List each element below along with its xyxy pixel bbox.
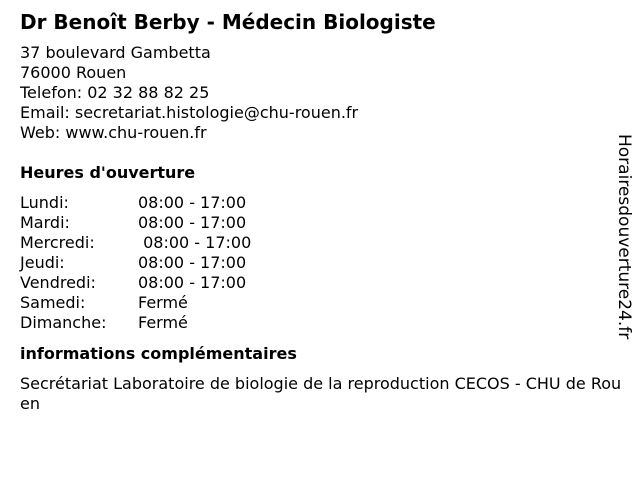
hours-row-tuesday <box>20 213 632 233</box>
day-label: Samedi: <box>20 293 86 312</box>
phone-number: Telefon: 02 32 88 82 25 <box>20 83 210 102</box>
hours-row-wednesday <box>20 233 632 253</box>
time-value: 08:00 - 17:00 <box>138 213 247 232</box>
address-block <box>20 43 632 143</box>
day-label: Dimanche: <box>20 313 107 332</box>
hours-row-saturday <box>20 293 632 313</box>
street-address: 37 boulevard Gambetta <box>20 43 211 62</box>
time-value: 08:00 - 17:00 <box>138 273 247 292</box>
email-address: Email: secretariat.histologie@chu-rouen.fr <box>20 103 359 122</box>
time-value: Fermé <box>138 293 188 312</box>
hours-row-sunday <box>20 313 632 333</box>
hours-heading: Heures d'ouverture <box>20 163 196 182</box>
website: Web: www.chu-rouen.fr <box>20 123 207 142</box>
listing-card <box>20 9 632 414</box>
time-value: 08:00 - 17:00 <box>138 253 247 272</box>
info-text: Secrétariat Laboratoire de biologie de la reproduction CECOS - CHU de Rouen <box>20 374 622 413</box>
time-value: 08:00 - 17:00 <box>138 233 252 252</box>
time-value: Fermé <box>138 313 188 332</box>
day-label: Jeudi: <box>20 253 65 272</box>
hours-table <box>20 193 632 333</box>
day-label: Mardi: <box>20 213 70 232</box>
page-title: Dr Benoît Berby - Médecin Biologiste <box>20 10 436 34</box>
day-label: Mercredi: <box>20 233 95 252</box>
hours-row-friday <box>20 273 632 293</box>
time-value: 08:00 - 17:00 <box>138 193 247 212</box>
info-heading: informations complémentaires <box>20 344 297 363</box>
day-label: Vendredi: <box>20 273 96 292</box>
site-watermark: Horairesdouverture24.fr <box>614 134 634 340</box>
day-label: Lundi: <box>20 193 69 212</box>
hours-row-monday <box>20 193 632 213</box>
hours-row-thursday <box>20 253 632 273</box>
city-address: 76000 Rouen <box>20 63 127 82</box>
